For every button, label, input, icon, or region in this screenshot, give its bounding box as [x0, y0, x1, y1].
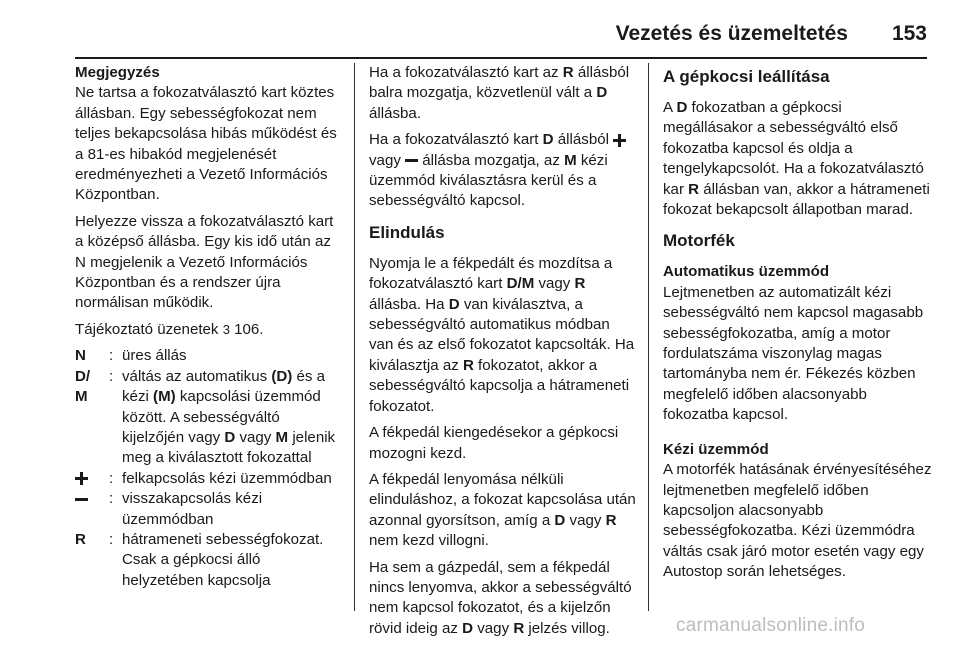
definition-desc: visszakapcsolás kézi üzemmódban: [122, 490, 263, 528]
subsection-manual: [663, 440, 933, 583]
definition-term: R: [75, 530, 86, 548]
subheading-manual: Kézi üzemmód: [663, 440, 769, 458]
definition-colon: :: [109, 367, 114, 385]
page-header: [0, 22, 927, 58]
column-divider-2: [648, 63, 649, 611]
paragraph: A motorfék hatásának érvényesítéséhez lejtmenetben megfelelő időben kapcsoljon alacsonyabb sebességfokozatba. Kézi üzemmódra váltás csak járó motor esetén vagy egy Autostop során lehetséges.: [663, 461, 932, 581]
page-number: 153: [891, 22, 927, 45]
column-3: [663, 63, 933, 589]
paragraph: Lejtmenetben az automatizált kézi sebességváltó nem kapcsol magasabb sebességfokozatba, amíg a motor fordulatszáma viszonylag magas tartományba nem ér. Fékezés közben megfelelő időben alacsonyabb fokozatba kapcsol.: [663, 283, 924, 424]
definition-desc: üres állás: [122, 347, 187, 365]
column-divider-1: [354, 63, 355, 611]
paragraph-reference: [75, 320, 345, 340]
section-heading-engine-brake: Motorfék: [663, 231, 735, 251]
column-1: [75, 63, 345, 591]
watermark: carmanualsonline.info: [676, 615, 866, 636]
paragraph: Ha a fokozatválasztó kart az R állásból balra mozgatja, közvetlenül vált a D állásba.: [369, 64, 630, 122]
reference-text: Tájékoztató üzenetek: [75, 320, 223, 338]
column-2: [369, 63, 637, 645]
definition-desc: hátrameneti sebességfokozat. Csak a gépkocsi álló helyzetében kapcsolja: [122, 530, 324, 589]
definition-item-dm: [75, 367, 345, 469]
definition-colon: :: [109, 530, 114, 548]
minus-icon: [75, 493, 88, 506]
subsection-auto: [663, 262, 933, 425]
definition-colon: :: [109, 490, 114, 508]
definition-item-r: [75, 530, 345, 591]
paragraph: A D fokozatban a gépkocsi megállásakor a sebességváltó első fokozatba kapcsol és oldja a tengelykapcsolót. Ha a fokozatválasztó kar R állásban van, akkor a hátrameneti fokozat bekapcsolt állapotban marad.: [663, 99, 930, 219]
definition-term: D/ M: [75, 367, 91, 406]
note-block: [75, 63, 345, 206]
definition-colon: :: [109, 469, 114, 487]
page-title: Vezetés és üzemeltetés: [615, 22, 848, 45]
definition-term: [75, 469, 109, 489]
definition-item-minus: [75, 489, 345, 530]
definition-item-n: [75, 346, 345, 366]
paragraph: A fékpedál kiengedésekor a gépkocsi mozogni kezd.: [369, 424, 619, 462]
definition-term: N: [75, 347, 86, 365]
plus-icon: [613, 134, 626, 147]
definition-term: [75, 489, 109, 530]
paragraph: Ha sem a gázpedál, sem a fékpedál nincs lenyomva, akkor a sebességváltó nem kapcsol fokozatot, és a kijelzőn rövid ideig az D vagy R jelzés villog.: [369, 558, 632, 637]
definition-desc: felkapcsolás kézi üzemmódban: [122, 469, 332, 487]
minus-icon: [405, 154, 418, 167]
paragraph: Nyomja le a fékpedált és mozdítsa a fokozatválasztó kart D/M vagy R állásba. Ha D van kiválasztva, a sebességváltó automatikus módban van és az első fokozatot kapcsolták. Ha kiválasztja az R fokozatot, akkor a sebességváltó kapcsolja a hátrameneti fokozatot.: [369, 254, 635, 415]
definition-colon: :: [109, 347, 114, 365]
page-reference-arrow-icon: 3: [222, 321, 230, 337]
note-heading: Megjegyzés: [75, 64, 160, 81]
paragraph: Helyezze vissza a fokozatválasztó kart a középső állásba. Egy kis idő után az N megjelenik a Vezető Információs Központban és a rendszer újra normálisan működik.: [75, 212, 334, 312]
header-rule: [75, 57, 927, 59]
paragraph: Ha a fokozatválasztó kart D állásból vagy állásba mozgatja, az M kézi üzemmód kiválasztásra kerül és a sebességváltó kapcsol.: [369, 130, 637, 212]
subheading-auto: Automatikus üzemmód: [663, 263, 830, 281]
reference-page: 106.: [229, 320, 264, 338]
paragraph: A fékpedál lenyomása nélküli elinduláshoz, a fokozat kapcsolása után azonnal gyorsítson, amíg a D vagy R nem kezd villogni.: [369, 470, 636, 550]
section-heading-stop: A gépkocsi leállítása: [663, 67, 830, 86]
plus-icon: [75, 472, 88, 485]
note-text: Ne tartsa a fokozatválasztó kart köztes állásban. Egy sebességfokozat nem teljes bekapcsolása hibás működést és a 81-es hibakód megjelenését eredményezheti a Vezető Információs Központban.: [75, 84, 337, 204]
section-heading-start: Elindulás: [369, 222, 445, 242]
definition-item-plus: [75, 469, 345, 489]
definition-desc: váltás az automatikus (D) és a kézi (M) kapcsolási üzemmód között. A sebességváltó kijelzőjén vagy D vagy M jelenik meg a kiválasztott fokozattal: [122, 367, 336, 467]
